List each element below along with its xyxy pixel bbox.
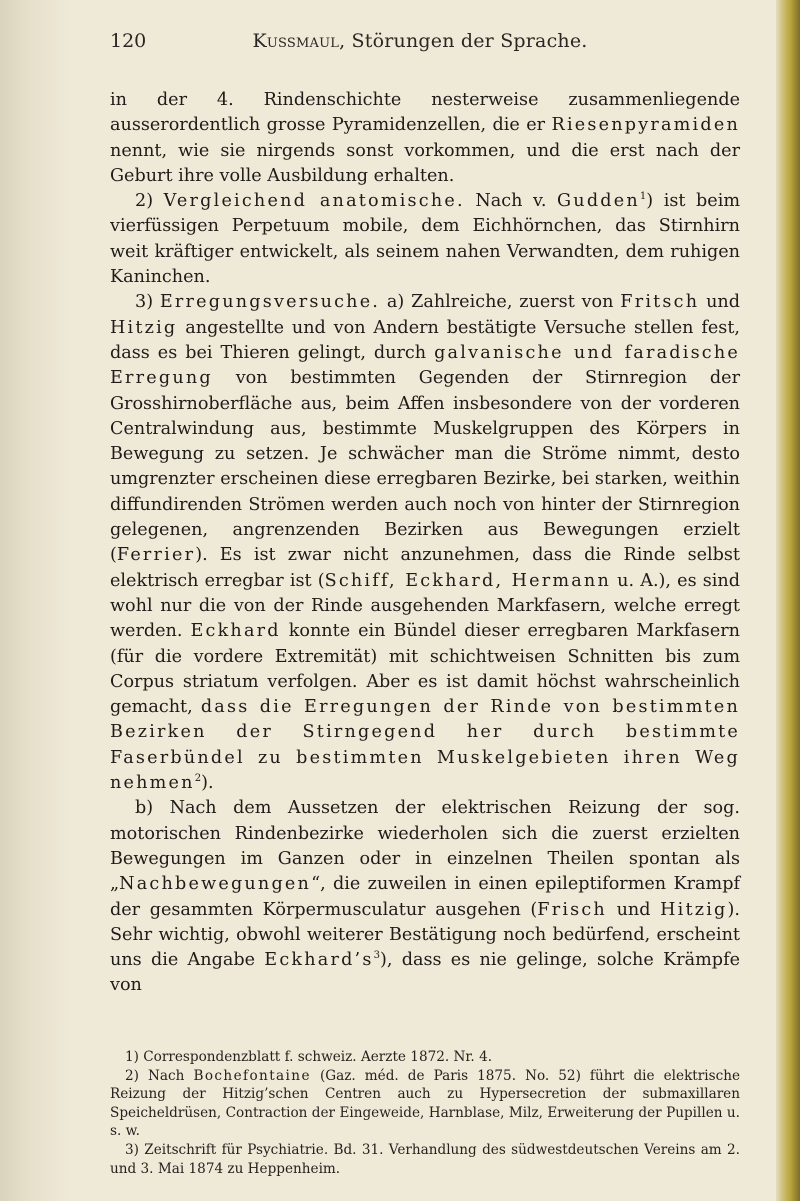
p2-end: ) ist beim vierfüssigen Perpetuum mobile, dem Eichhörnchen, das Stirnhirn weit kräftiger entwickelt, als seinem nahen Verwandten, dem ruhigen Kaninchen.: [110, 191, 741, 288]
fn2-b: (Gaz. méd. de Paris 1875. No. 52) führt die elektrische Reizung der Hitzig’schen Centren auch zu Hypersecretion der submaxillaren Speicheldrüsen, Contraction der Eingeweide, Harnblase, Milz, Erweiterung der Pupillen u. s. w.: [110, 1067, 740, 1140]
page-number: 120: [110, 30, 147, 52]
footnote-3: 3) Zeitschrift für Psychiatrie. Bd. 31. Verhandlung des südwestdeutschen Vereins am 2. und 3. Mai 1874 zu Heppenheim.: [110, 1141, 740, 1177]
p3-name-ferrier: Ferrier: [116, 545, 196, 566]
p4-a: b) Nach dem Aussetzen der elektrischen Reizung der sog. motorischen Rindenbezirke wiederholen sich die zuerst erzielten Bewegungen im Ganzen oder in einzelnen Theilen spontan als „: [110, 798, 740, 895]
footnote-ref-3: 3: [373, 950, 380, 962]
paragraph-3: [110, 290, 740, 796]
footnote-ref-2: 2: [194, 773, 202, 785]
p2-mid: Nach v.: [464, 191, 558, 212]
p3-e: ). Es ist zwar nicht anzunehmen, dass die Rinde selbst elektrisch erregbar ist (: [110, 545, 740, 591]
p3-names-schiff: Schiff, Eckhard, Hermann: [324, 570, 611, 591]
p3-d: von bestimmten Gegenden der Stirnregion der Grosshirnoberfläche aus, beim Affen insbesondere von der vorderen Centralwindung aus, bestimmte Muskelgruppen des Körpers in Bewegung zu setzen. Je schwächer man die Ströme nimmt, desto umgrenzter erscheinen diese erregbaren Bezirke, bei starken, weithin diffundirenden Strömen werden auch noch von hinter der Stirnregion gelegenen, angrenzenden Bezirken aus Bewegungen erzielt (: [110, 368, 740, 566]
p3-f: u. A.), es sind wohl nur die von der Rinde ausgehenden Markfasern, welche erregt werden.: [110, 570, 741, 642]
p3-a: a) Zahlreiche, zuerst von: [380, 292, 621, 313]
p1-end: nennt, wie sie nirgends sonst vorkommen, und die erst nach der Geburt ihre volle Ausbildung erhalten.: [110, 140, 740, 186]
footnote-1: 1) Correspondenzblatt f. schweiz. Aerzte 1872. Nr. 4.: [125, 1049, 493, 1065]
page-header: [110, 30, 730, 60]
p3-g: konnte ein Bündel dieser erregbaren Markfasern (für die vordere Extremität) mit schichtweisen Schnitten bis zum Corpus striatum verfolgen. Aber es ist damit höchst wahrscheinlich gemacht,: [110, 621, 740, 718]
running-head-author: Kussmaul: [252, 30, 340, 52]
paragraph-4: [110, 796, 740, 998]
p3-c: angestellte und von Andern bestätigte Versuche stellen fest, dass es bei Thieren gelingt, durch: [110, 317, 740, 363]
p3-name-hitzig: Hitzig: [110, 317, 178, 338]
p3-emphasis: dass die Erregungen der Rinde von bestimmten Bezirken der Stirngegend her durch bestimmte Faserbündel zu bestimmten Muskelgebieten ihren Weg nehmen: [110, 697, 740, 794]
running-head-title: , Störungen der Sprache.: [339, 30, 588, 52]
p4-term-nachbewegungen: Nachbewegungen: [119, 874, 312, 895]
fn2-name-bochefontaine: Bochefontaine: [193, 1067, 311, 1084]
p4-b: “, die zuweilen in einen epileptiformen Krampf der gesammten Körpermusculatur ausgehen (: [110, 874, 740, 920]
p4-c: und: [606, 899, 661, 920]
p3-start: 3): [135, 292, 160, 313]
paragraph-1: [110, 88, 740, 189]
p2-term: Vergleichend anatomische.: [163, 191, 465, 212]
p2-start: 2): [135, 191, 164, 212]
footnote-2: [110, 1067, 740, 1141]
p4-e: ), dass es nie gelinge, solche Krämpfe von: [110, 950, 740, 996]
paragraph-2: [110, 189, 740, 290]
body-text: [110, 88, 740, 999]
p4-name-hitzig: Hitzig: [660, 899, 728, 920]
footnotes: [110, 1048, 740, 1178]
p1-term-riesenpyramiden: Riesenpyramiden: [551, 115, 740, 136]
p2-name-gudden: Gudden: [557, 191, 640, 212]
footnote-ref-1: 1: [639, 191, 647, 203]
fn2-a: 2) Nach: [125, 1067, 194, 1084]
p3-name-fritsch: Fritsch: [620, 292, 700, 313]
p3-name-eckhard: Eckhard: [190, 621, 281, 642]
p1-text: in der 4. Rindenschichte nesterweise zusammenliegende ausserordentlich grosse Pyramidenzellen, die er: [110, 90, 740, 136]
p4-name-frisch: Frisch: [537, 899, 607, 920]
page-edge-binding: [776, 0, 800, 1201]
p4-name-eckhard: Eckhard’s: [264, 950, 374, 971]
p3-term: Erregungsversuche.: [159, 292, 381, 313]
p3-h: ).: [201, 773, 214, 794]
p4-d: ). Sehr wichtig, obwohl weiterer Bestätigung noch bedürfend, erscheint uns die Angabe: [110, 899, 740, 971]
running-head: [110, 30, 730, 52]
p3-term-galvanische: galvanische und faradische Erregung: [110, 342, 740, 389]
page-gutter-shadow: [0, 0, 70, 1201]
p3-b: und: [699, 292, 740, 313]
